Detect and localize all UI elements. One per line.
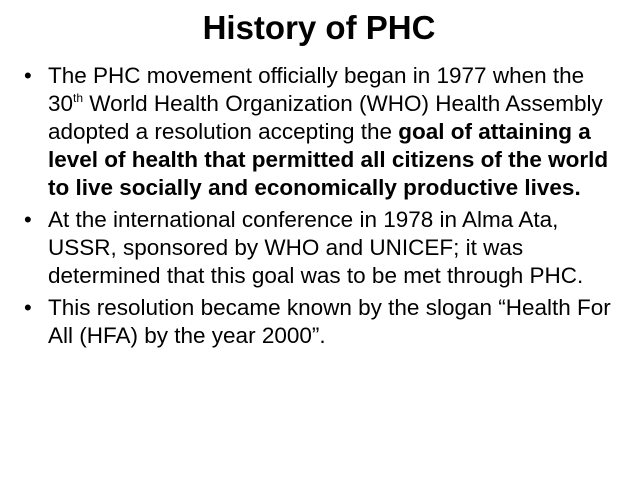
bullet-2-text: At the international conference in 1978 in Alma Ata, USSR, sponsored by WHO and UNICEF; it was determined that this goal was to be met through PHC. — [48, 207, 584, 288]
bullet-item-3 — [24, 294, 624, 350]
bullet-1-text-middle: World Health Organization (WHO) Health Assembly adopted a resolution accepting the — [48, 91, 603, 144]
bullet-1-text-start: The PHC movement officially began in 1977 when the 30 — [48, 63, 585, 116]
bullet-item-1 — [24, 62, 624, 202]
bullet-list — [24, 62, 624, 354]
bullet-dot: • — [24, 63, 32, 88]
slide-title: History of PHC — [202, 9, 436, 46]
bullet-1-bold-text: goal of attaining a level of health that permitted all citizens of the world to live socially and economically productive lives. — [48, 119, 609, 200]
bullet-dot: • — [24, 207, 32, 232]
bullet-item-2 — [24, 206, 624, 290]
bullet-3-text: This resolution became known by the slogan “Health For All (HFA) by the year 2000”. — [48, 295, 611, 348]
bullet-1-superscript: th — [73, 91, 84, 105]
bullet-dot: • — [24, 295, 32, 320]
